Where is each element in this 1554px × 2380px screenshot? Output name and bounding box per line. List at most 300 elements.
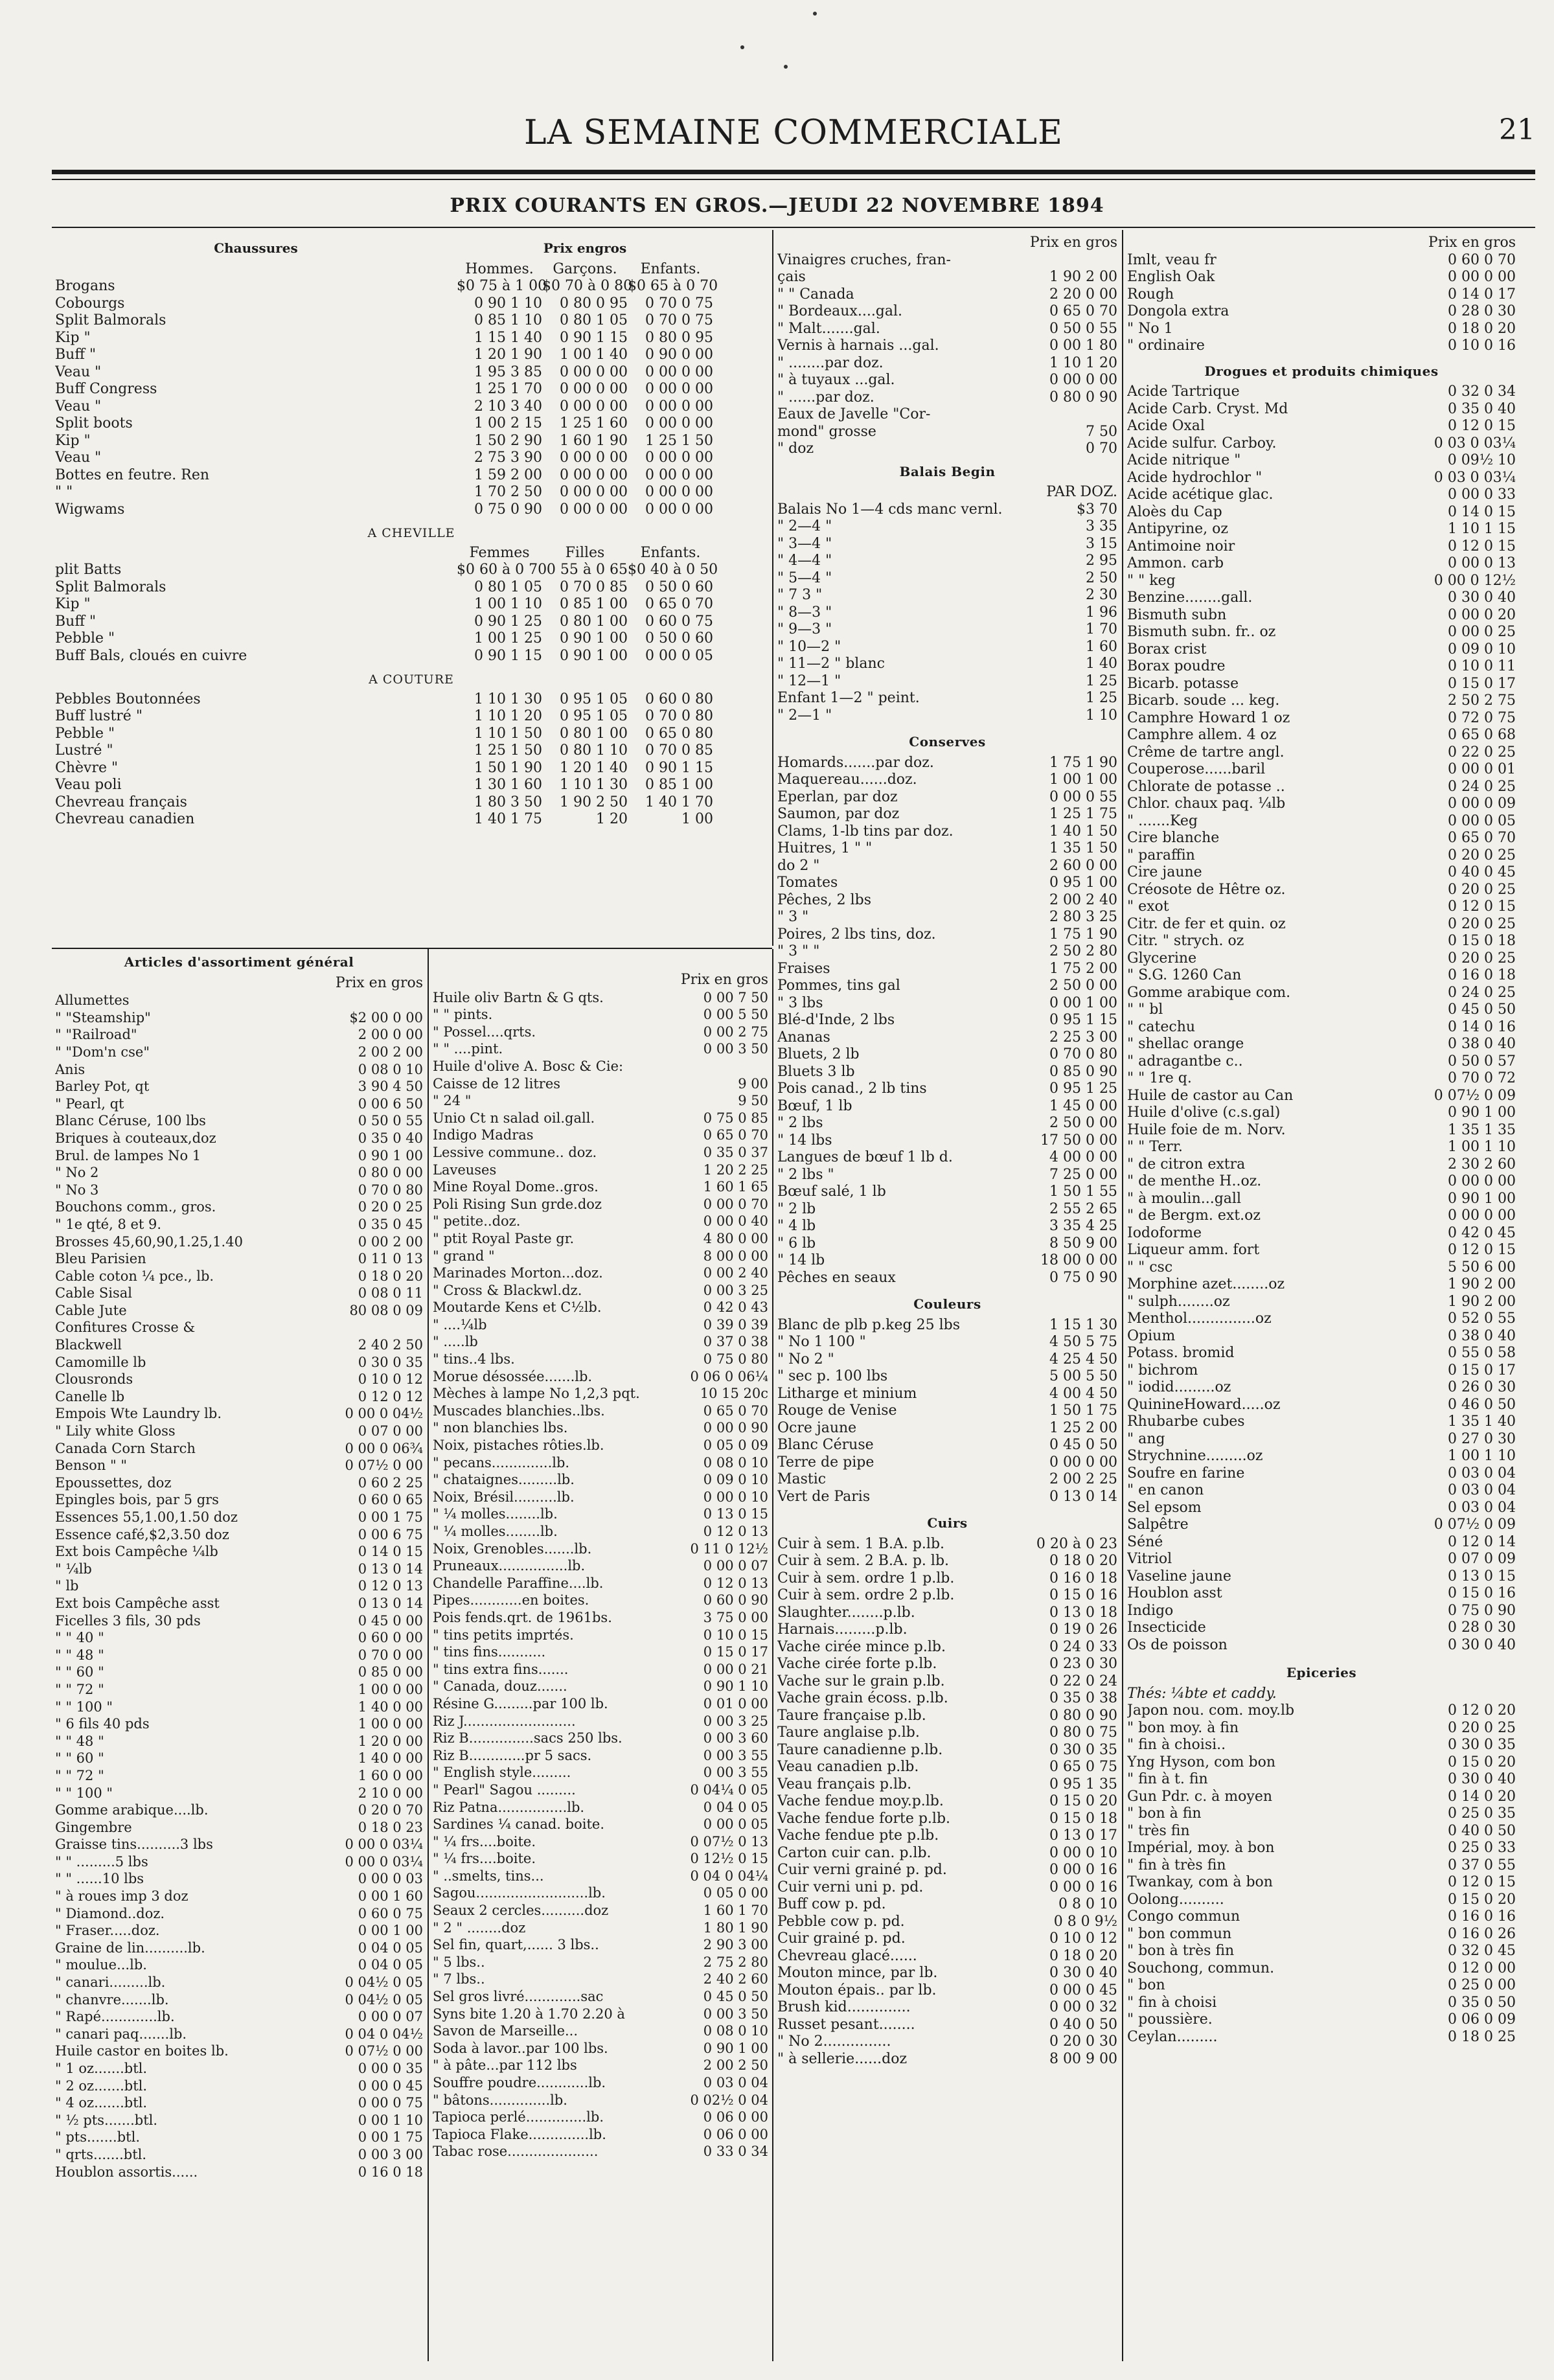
assortment-section — [55, 954, 423, 2180]
item-price: 0 04 0 05 — [358, 1957, 423, 1973]
price-row — [433, 1971, 768, 1988]
column-four — [1127, 235, 1516, 2046]
price-row — [1127, 1070, 1516, 1088]
item-price: 0 39 0 39 — [703, 1316, 768, 1333]
item-name: Blanc Céruse, 100 lbs — [55, 1113, 206, 1129]
price-row — [1127, 1207, 1516, 1225]
item-name: " petite..doz. — [433, 1213, 521, 1230]
item-name: Huile oliv Bartn & G qts. — [433, 989, 604, 1005]
item-name: " 2 oz.......btl. — [55, 2077, 148, 2094]
item-name: " Malt.......gal. — [777, 320, 880, 337]
item-name: " " pints. — [433, 1007, 493, 1023]
item-price: 0 18 0 23 — [358, 1819, 423, 1835]
item-price: 0 60 2 25 — [358, 1474, 423, 1491]
item-name: " sec p. 100 lbs — [777, 1368, 888, 1384]
item-price: 0 85 0 00 — [358, 1664, 423, 1680]
item-price: 0 12½ 0 15 — [690, 1851, 768, 1867]
item-price: 0 06 0 06¼ — [690, 1368, 768, 1384]
price-row — [777, 1098, 1117, 1116]
item-name: Noix, Brésil..........lb. — [433, 1489, 575, 1505]
item-price: 1 40 0 00 — [358, 1750, 423, 1767]
item-price: 1 00 2 15 — [474, 415, 542, 431]
item-price: 0 16 0 26 — [1448, 1925, 1516, 1942]
item-price: 1 00 1 10 — [474, 596, 542, 612]
item-price: 0 18 0 20 — [358, 1268, 423, 1284]
item-name: " " 40 " — [55, 1630, 104, 1646]
item-name: " shellac orange — [1127, 1036, 1244, 1052]
item-name: Vache sur le grain p.lb. — [777, 1673, 945, 1689]
item-price: 0 30 0 35 — [358, 1354, 423, 1370]
item-name: Huile de castor au Can — [1127, 1087, 1294, 1104]
column-header: Enfants. — [640, 544, 701, 561]
item-name: " " csc — [1127, 1259, 1173, 1276]
item-name: " bâtons..............lb. — [433, 2092, 567, 2108]
item-price: 2 10 3 40 — [474, 398, 542, 415]
item-price: 0 00 0 00 — [645, 484, 713, 500]
item-price: 0 95 1 15 — [1049, 1012, 1117, 1028]
item-name: " " Terr. — [1127, 1139, 1183, 1155]
item-price: 0 12 0 13 — [703, 1524, 768, 1539]
item-name: " 5—4 " — [777, 569, 832, 586]
item-price: 1 20 0 00 — [358, 1733, 423, 1749]
item-name: Rough — [1127, 286, 1174, 303]
price-row — [1127, 452, 1516, 470]
item-price: 0 00 0 75 — [358, 2095, 423, 2111]
price-row — [55, 2112, 423, 2129]
price-row — [55, 1095, 423, 1113]
price-row — [1127, 1823, 1516, 1840]
price-row — [433, 1575, 768, 1592]
item-name: Rhubarbe cubes — [1127, 1413, 1245, 1430]
item-price: 0 06 0 00 — [703, 2126, 768, 2142]
price-row — [433, 1678, 768, 1695]
price-row — [55, 467, 768, 485]
item-price: 0 90 1 00 — [703, 2040, 768, 2056]
price-row — [1127, 418, 1516, 435]
item-price: 0 35 0 37 — [703, 1144, 768, 1160]
item-price: 0 15 0 20 — [1049, 1793, 1117, 1809]
price-row — [777, 1252, 1117, 1270]
item-price: 0 00 0 07 — [703, 1558, 768, 1574]
item-price: 0 00 0 40 — [703, 1213, 768, 1230]
item-name: Vache fendue moy.p.lb. — [777, 1793, 944, 1809]
item-price: 0 00 0 16 — [1049, 1879, 1117, 1895]
price-row — [433, 1884, 768, 1902]
price-row — [777, 303, 1117, 321]
item-price: 0 90 1 00 — [560, 630, 628, 646]
price-row — [55, 1664, 423, 1681]
item-name: Clams, 1-lb tins par doz. — [777, 823, 954, 840]
item-price: 0 00 5 50 — [703, 1007, 768, 1023]
item-name: Soufre en farine — [1127, 1465, 1245, 1482]
item-price: 0 03 0 04 — [1448, 1465, 1516, 1482]
price-row — [55, 1130, 423, 1147]
item-name: Acide nitrique " — [1127, 452, 1241, 468]
price-row — [777, 840, 1117, 858]
item-name: " Possel....qrts. — [433, 1024, 536, 1040]
item-price: 0 27 0 30 — [1448, 1430, 1516, 1447]
item-name: " iodid.........oz — [1127, 1379, 1231, 1395]
item-name: " ½ pts.......btl. — [55, 2112, 158, 2128]
price-row — [433, 1747, 768, 1765]
item-price: 0 90 1 00 — [1448, 1104, 1516, 1121]
price-row — [1127, 1908, 1516, 1926]
column-divider — [1122, 230, 1123, 2361]
item-price: 0 00 3 55 — [703, 1747, 768, 1763]
price-row — [1127, 676, 1516, 693]
price-row — [55, 1543, 423, 1561]
item-price: 2 25 3 00 — [1049, 1029, 1117, 1046]
item-name: " fin à t. fin — [1127, 1771, 1208, 1787]
item-name: Veau canadien p.lb. — [777, 1759, 919, 1775]
item-price: 0 00 0 00 — [1049, 1454, 1117, 1470]
item-name: Chlorate de potasse .. — [1127, 778, 1285, 795]
item-name: " tins extra fins....... — [433, 1661, 569, 1677]
item-name: Veau " — [55, 450, 102, 466]
item-name: Japon nou. com. moy.lb — [1127, 1702, 1295, 1719]
item-price: 0 12 0 15 — [1448, 538, 1516, 555]
item-price: 0 09 0 10 — [1448, 641, 1516, 658]
price-row — [55, 1078, 423, 1095]
item-name: " 6 fils 40 pds — [55, 1716, 150, 1732]
price-row — [777, 1081, 1117, 1098]
price-row — [55, 1991, 423, 2009]
item-name: Cuir à sem. ordre 1 p.lb. — [777, 1570, 955, 1586]
price-row — [55, 501, 768, 519]
item-price: 0 80 1 05 — [474, 578, 542, 595]
price-row — [55, 1595, 423, 1612]
price-row — [55, 1974, 423, 1991]
item-price: 0 00 0 12½ — [1434, 572, 1516, 589]
item-name: Bœuf salé, 1 lb — [777, 1184, 886, 1200]
item-name: " grand " — [433, 1248, 495, 1264]
item-price: 8 00 0 00 — [703, 1248, 768, 1264]
ink-speck — [740, 45, 744, 49]
item-price: 3 35 — [1086, 518, 1117, 534]
item-name: Citr. de fer et quin. oz — [1127, 915, 1286, 932]
price-row — [55, 1491, 423, 1509]
couture-heading: A COUTURE — [369, 672, 454, 687]
item-name: Anis — [55, 1061, 86, 1077]
price-row — [433, 2040, 768, 2057]
price-row — [55, 1509, 423, 1526]
item-price: 0 00 6 50 — [358, 1095, 423, 1112]
price-row — [1127, 641, 1516, 659]
price-row — [777, 1386, 1117, 1403]
balais-list — [777, 501, 1117, 725]
price-row — [1127, 727, 1516, 744]
price-row — [1127, 1500, 1516, 1517]
item-name: Yng Hyson, com bon — [1127, 1754, 1275, 1770]
price-row — [1127, 1637, 1516, 1654]
price-row — [433, 1299, 768, 1316]
item-price: 0 09½ 10 — [1447, 452, 1516, 468]
price-row — [777, 1536, 1117, 1553]
item-price: 0 16 0 18 — [358, 2164, 423, 2180]
price-row — [55, 1922, 423, 1939]
price-row — [1127, 435, 1516, 453]
item-price: 2 90 3 00 — [703, 1937, 768, 1953]
price-row — [433, 1489, 768, 1506]
item-price: 1 35 1 35 — [1448, 1121, 1516, 1138]
item-name: " 3 lbs — [777, 994, 823, 1011]
column-divider — [772, 230, 773, 946]
item-name: Sel epsom — [1127, 1499, 1202, 1516]
item-price: 0 12 0 12 — [358, 1388, 423, 1404]
item-price: 0 80 0 90 — [1049, 389, 1117, 406]
item-name: Oolong.......... — [1127, 1891, 1224, 1908]
item-price: 0 12 0 15 — [1448, 1242, 1516, 1258]
item-price: 0 15 0 20 — [1448, 1891, 1516, 1908]
price-row — [777, 553, 1117, 570]
price-row — [55, 1750, 423, 1767]
item-price: 0 33 0 34 — [703, 2144, 768, 2160]
item-price: 0 18 0 25 — [1448, 2028, 1516, 2045]
item-price: 0 00 1 10 — [358, 2112, 423, 2128]
price-row — [777, 1879, 1117, 1897]
price-row — [1127, 1943, 1516, 1960]
item-price: 0 00 0 00 — [645, 501, 713, 518]
price-row — [55, 2094, 423, 2112]
item-price: 4 25 4 50 — [1049, 1351, 1117, 1367]
item-name: " pecans..............lb. — [433, 1454, 570, 1470]
price-row — [433, 1230, 768, 1248]
item-name: Graisse tins..........3 lbs — [55, 1836, 213, 1853]
price-row — [777, 1690, 1117, 1708]
price-row — [1127, 916, 1516, 933]
item-price: 0 42 0 45 — [1448, 1224, 1516, 1241]
price-row — [1127, 1874, 1516, 1892]
item-price: 0 85 0 90 — [1049, 1063, 1117, 1080]
item-name: Crême de tartre angl. — [1127, 744, 1285, 761]
price-row — [777, 1317, 1117, 1334]
item-name: Benson " " — [55, 1458, 127, 1474]
item-price: 9 50 — [738, 1093, 768, 1109]
item-price: 1 35 1 50 — [1049, 840, 1117, 856]
price-row — [433, 2006, 768, 2023]
item-name: Taure canadienne p.lb. — [777, 1741, 943, 1758]
item-name: " 12—1 " — [777, 672, 841, 689]
price-row — [433, 1213, 768, 1230]
price-row — [1127, 321, 1516, 338]
item-price: 0 00 0 00 — [560, 501, 628, 518]
item-price: 0 60 0 75 — [358, 1905, 423, 1921]
item-price: 0 46 0 50 — [1448, 1396, 1516, 1413]
item-name: Tabac rose..................... — [433, 2144, 599, 2160]
item-name: Cire blanche — [1127, 830, 1220, 846]
price-row — [1127, 607, 1516, 624]
price-row — [1127, 1225, 1516, 1242]
price-row — [55, 811, 768, 829]
item-price: 0 65 0 70 — [645, 596, 713, 612]
item-price: 7 25 0 00 — [1049, 1166, 1117, 1183]
price-row — [777, 1115, 1117, 1132]
price-row — [777, 1012, 1117, 1029]
item-name: Borax crist — [1127, 641, 1207, 658]
item-price: 1 60 1 65 — [703, 1179, 768, 1195]
item-name: Rouge de Venise — [777, 1402, 897, 1419]
item-name: Briques à couteaux,doz — [55, 1130, 216, 1146]
price-row — [777, 1368, 1117, 1386]
price-row — [777, 806, 1117, 823]
item-price: 4 80 0 00 — [703, 1230, 768, 1246]
item-name: Veau " — [55, 363, 102, 380]
conserves-list — [777, 755, 1117, 1287]
item-price: 0 00 0 03¼ — [345, 1836, 423, 1853]
item-price: 0 00 0 05 — [645, 647, 713, 664]
item-price: 0 80 0 95 — [560, 295, 628, 312]
item-name: Poires, 2 lbs tins, doz. — [777, 926, 936, 943]
item-name: Poli Rising Sun grde.doz — [433, 1196, 602, 1212]
item-price: 0 00 2 00 — [358, 1233, 423, 1250]
item-price: 0 15 0 17 — [1448, 1362, 1516, 1379]
item-name: Buff " — [55, 613, 97, 630]
price-row — [777, 1759, 1117, 1776]
price-row — [1127, 1840, 1516, 1857]
item-price: 2 00 2 40 — [1049, 891, 1117, 908]
item-name: Moutarde Kens et C½lb. — [433, 1299, 602, 1316]
item-price: 0 15 0 20 — [1448, 1754, 1516, 1770]
price-row — [433, 1592, 768, 1609]
item-name: Opium — [1127, 1327, 1176, 1344]
price-row — [55, 415, 768, 433]
item-name: Maquereau......doz. — [777, 772, 917, 788]
item-name: " " 1re q. — [1127, 1070, 1192, 1086]
item-price: 0 50 0 57 — [1448, 1053, 1516, 1070]
item-name: Cuir à sem. ordre 2 p.lb. — [777, 1587, 955, 1603]
item-name: Harnais.........p.lb. — [777, 1621, 908, 1638]
price-row — [777, 1235, 1117, 1253]
item-name: " tins petits imprtés. — [433, 1627, 574, 1643]
item-price: 0 06 0 00 — [703, 2109, 768, 2125]
item-price: 1 50 1 55 — [1049, 1184, 1117, 1200]
price-row — [1127, 1242, 1516, 1259]
price-row — [777, 1793, 1117, 1811]
item-name: " chataignes.........lb. — [433, 1472, 575, 1488]
item-price: 0 00 0 10 — [1049, 1844, 1117, 1861]
item-name: " 2 " ........doz — [433, 1919, 526, 1936]
price-row — [55, 1388, 423, 1406]
item-name: Brosses 45,60,90,1.25,1.40 — [55, 1233, 243, 1250]
price-row — [55, 1112, 423, 1130]
item-name: " " 72 " — [55, 1681, 104, 1697]
price-row — [1127, 1534, 1516, 1551]
item-name: Wigwams — [55, 501, 125, 518]
price-row — [55, 1561, 423, 1578]
oils-section — [433, 972, 768, 2160]
item-price: 0 90 1 00 — [1448, 1190, 1516, 1207]
item-name: " ang — [1127, 1430, 1165, 1447]
item-name: Essences 55,1.00,1.50 doz — [55, 1509, 238, 1525]
item-name: " 11—2 " blanc — [777, 656, 885, 672]
price-row — [777, 2033, 1117, 2051]
price-row — [777, 1553, 1117, 1570]
item-price: 0 90 1 15 — [560, 329, 628, 346]
item-price: 0 00 0 32 — [1049, 1999, 1117, 2015]
item-price: 0 00 0 20 — [1448, 606, 1516, 623]
item-name: " à moulin...gall — [1127, 1190, 1241, 1207]
item-name: " bon à fin — [1127, 1805, 1202, 1822]
item-price: 0 37 0 55 — [1448, 1857, 1516, 1873]
item-price: $0 65 à 0 70 — [628, 278, 718, 294]
item-name: Huile castor en boites lb. — [55, 2043, 229, 2059]
item-name: Pommes, tins gal — [777, 978, 900, 994]
price-row — [777, 321, 1117, 338]
item-price: 1 90 2 50 — [560, 794, 628, 810]
price-row — [433, 1833, 768, 1851]
item-name: QuinineHoward.....oz — [1127, 1396, 1281, 1413]
price-row — [1127, 303, 1516, 321]
item-name: Buff Bals, cloués en cuivre — [55, 647, 247, 664]
item-price: 1 59 2 00 — [474, 466, 542, 483]
item-price: 0 13 0 15 — [1448, 1568, 1516, 1585]
item-price: 0 70 0 80 — [358, 1182, 423, 1198]
item-price: 0 60 0 70 — [1448, 251, 1516, 268]
item-name: Insecticide — [1127, 1619, 1206, 1636]
price-row — [433, 1006, 768, 1024]
item-price: 2 50 2 75 — [1448, 692, 1516, 709]
price-row — [777, 789, 1117, 807]
price-row — [55, 1302, 423, 1320]
item-name: " canari paq.......lb. — [55, 2026, 187, 2042]
price-row — [777, 1605, 1117, 1622]
item-price: 1 00 0 00 — [358, 1716, 423, 1732]
item-name: Graine de lin..........lb. — [55, 1939, 205, 1956]
item-name: Menthol...............oz — [1127, 1310, 1272, 1327]
price-row — [777, 501, 1117, 519]
item-price: 18 00 0 00 — [1040, 1252, 1117, 1268]
item-price: 0 12 0 20 — [1448, 1702, 1516, 1719]
price-row — [433, 1075, 768, 1093]
price-row — [433, 1058, 768, 1075]
item-name: Cuir verni grainé p. pd. — [777, 1862, 947, 1878]
item-price: 0 25 0 33 — [1448, 1840, 1516, 1856]
column-divider — [772, 949, 773, 2361]
price-row — [1127, 1139, 1516, 1156]
price-row — [433, 989, 768, 1007]
item-price: 0 70 0 85 — [645, 742, 713, 759]
price-row — [777, 1914, 1117, 1931]
item-price: 0 05 0 00 — [703, 1885, 768, 1901]
item-name: Aloès du Cap — [1127, 503, 1222, 520]
item-name: Split Balmorals — [55, 578, 166, 595]
price-row — [433, 2057, 768, 2074]
item-name: " S.G. 1260 Can — [1127, 967, 1242, 983]
item-name: Langues de bœuf 1 lb d. — [777, 1149, 953, 1165]
item-price: 0 20 0 25 — [358, 1199, 423, 1215]
item-name: Morue désossée.......lb. — [433, 1368, 593, 1384]
item-name: " " 48 " — [55, 1733, 104, 1749]
item-price: 1 50 2 90 — [474, 432, 542, 449]
item-name: Chèvre " — [55, 759, 119, 776]
item-price: 3 15 — [1086, 535, 1117, 552]
price-row — [433, 1471, 768, 1489]
item-price: 0 00 0 00 — [560, 363, 628, 380]
item-price: 0 20 0 25 — [1448, 881, 1516, 898]
price-row — [55, 364, 768, 382]
item-price: 0 00 0 00 — [560, 484, 628, 500]
price-row — [1127, 1603, 1516, 1620]
item-name: " 3—4 " — [777, 535, 832, 552]
item-price: 0 01 0 00 — [703, 1695, 768, 1711]
item-name: " de citron extra — [1127, 1156, 1246, 1173]
price-row — [433, 1816, 768, 1833]
item-price: 2 55 2 65 — [1049, 1200, 1117, 1217]
item-name: Veau " — [55, 398, 102, 415]
item-price: 0 12 0 13 — [703, 1575, 768, 1591]
price-row — [55, 708, 768, 726]
price-row — [777, 892, 1117, 910]
